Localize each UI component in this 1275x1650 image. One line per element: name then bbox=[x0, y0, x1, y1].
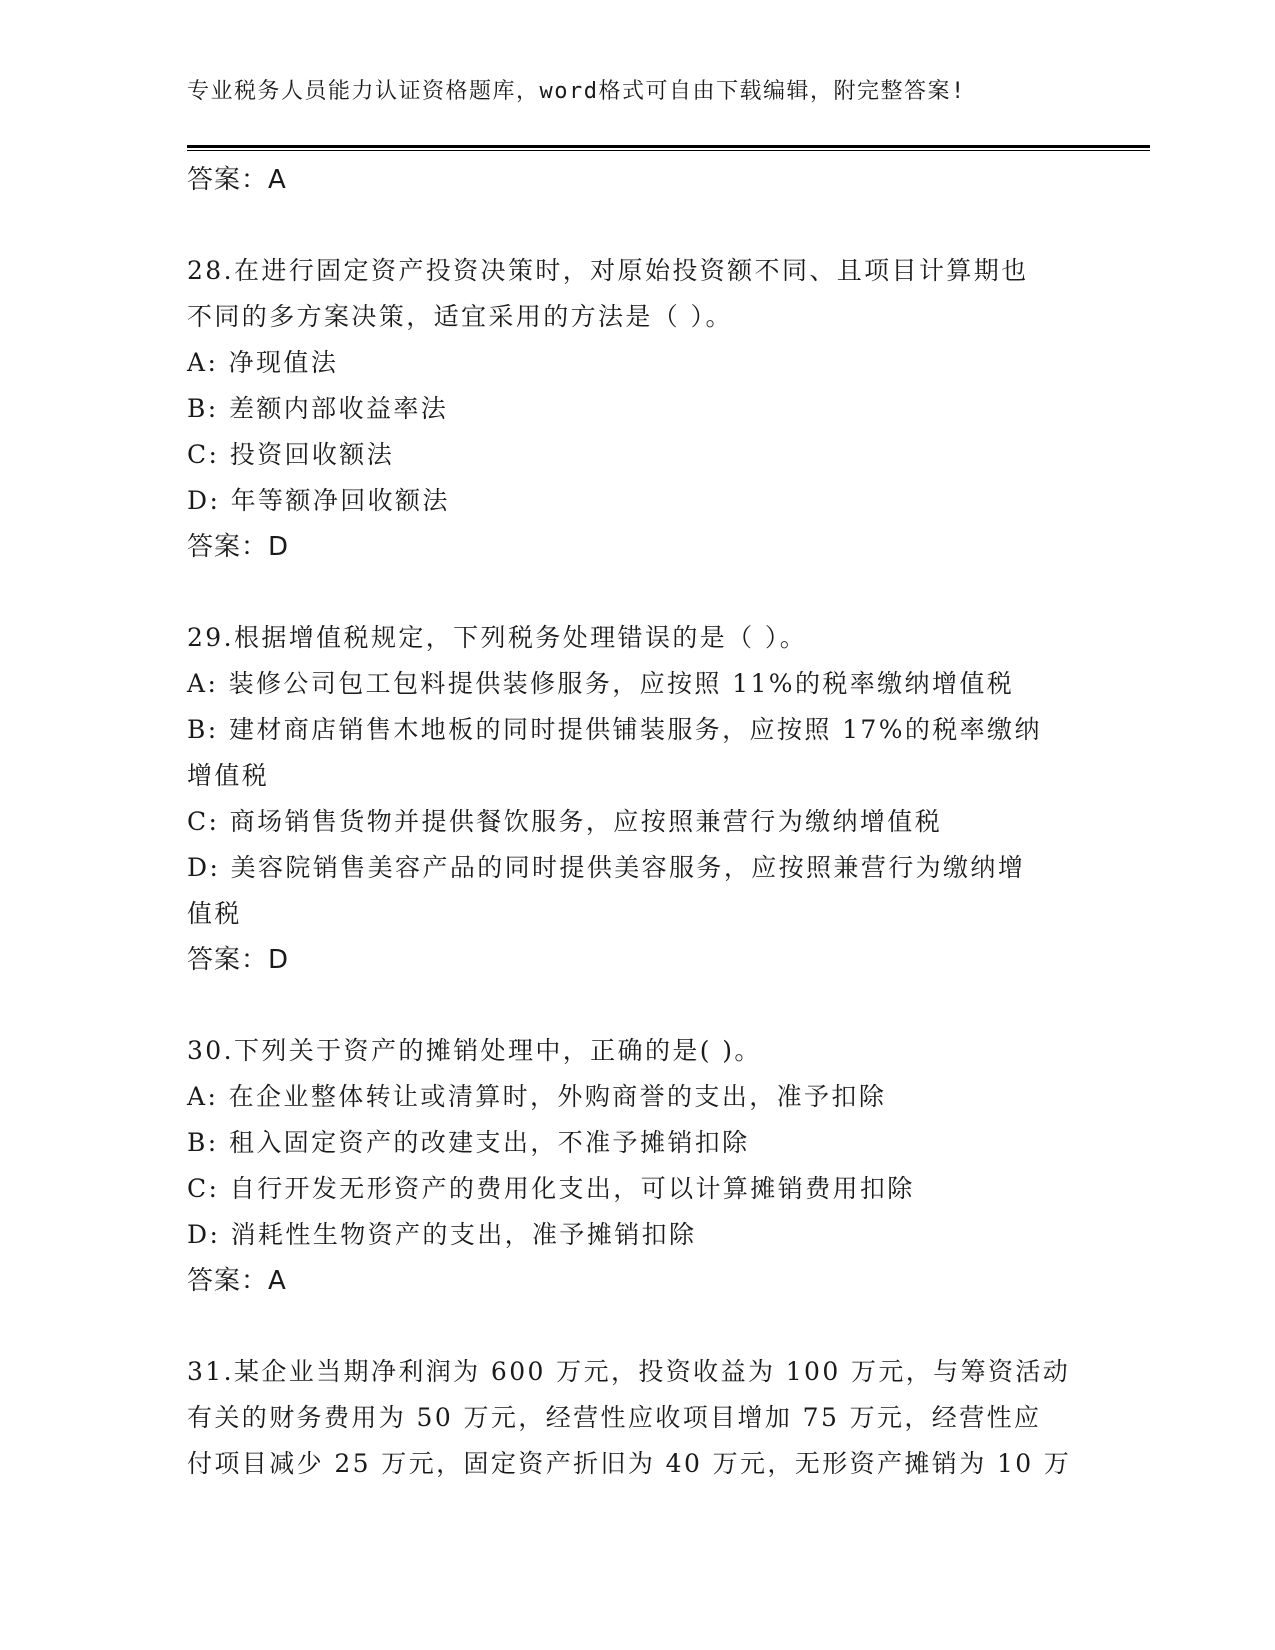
question-30 bbox=[187, 1028, 1087, 1304]
option-d: D: 消耗性生物资产的支出，准予摊销扣除 bbox=[187, 1220, 697, 1249]
header-rule-thin bbox=[187, 150, 1150, 151]
option-c: C: 商场销售货物并提供餐饮服务，应按照兼营行为缴纳增值税 bbox=[187, 807, 943, 836]
question-stem: 29.根据增值税规定，下列税务处理错误的是（ ）。 bbox=[187, 623, 808, 652]
option-c: C: 自行开发无形资产的费用化支出，可以计算摊销费用扣除 bbox=[187, 1174, 915, 1203]
option-a: A: 在企业整体转让或清算时，外购商誉的支出，准予扣除 bbox=[187, 1082, 887, 1111]
question-stem: 付项目减少 25 万元，固定资产折旧为 40 万元，无形资产摊销为 10 万 bbox=[187, 1449, 1072, 1478]
question-content bbox=[187, 157, 1087, 1487]
header-rule-thick bbox=[187, 145, 1150, 148]
question-stem: 有关的财务费用为 50 万元，经营性应收项目增加 75 万元，经营性应 bbox=[187, 1403, 1042, 1432]
spacer bbox=[187, 570, 1087, 615]
question-28 bbox=[187, 248, 1087, 570]
option-c: C: 投资回收额法 bbox=[187, 440, 395, 469]
option-b: B: 租入固定资产的改建支出，不准予摊销扣除 bbox=[187, 1128, 750, 1157]
answer-q29: 答案：D bbox=[187, 945, 290, 975]
option-b: B: 建材商店销售木地板的同时提供铺装服务，应按照 17%的税率缴纳 bbox=[187, 715, 1042, 744]
option-d-cont: 值税 bbox=[187, 899, 242, 928]
option-b-cont: 增值税 bbox=[187, 761, 270, 790]
question-31 bbox=[187, 1349, 1087, 1487]
option-a: A: 净现值法 bbox=[187, 348, 339, 377]
page-header: 专业税务人员能力认证资格题库，word格式可自由下载编辑，附完整答案! bbox=[187, 79, 966, 104]
option-d: D: 美容院销售美容产品的同时提供美容服务，应按照兼营行为缴纳增 bbox=[187, 853, 1026, 882]
question-stem: 30.下列关于资产的摊销处理中，正确的是( )。 bbox=[187, 1036, 762, 1065]
spacer bbox=[187, 203, 1087, 248]
option-a: A: 装修公司包工包料提供装修服务，应按照 11%的税率缴纳增值税 bbox=[187, 669, 1015, 698]
answer-q27: 答案：A bbox=[187, 165, 287, 195]
question-stem: 28.在进行固定资产投资决策时，对原始投资额不同、且项目计算期也 bbox=[187, 256, 1029, 285]
question-stem: 31.某企业当期净利润为 600 万元，投资收益为 100 万元，与筹资活动 bbox=[187, 1357, 1071, 1386]
option-b: B: 差额内部收益率法 bbox=[187, 394, 449, 423]
question-stem: 不同的多方案决策，适宜采用的方法是（ ）。 bbox=[187, 302, 733, 331]
spacer bbox=[187, 1304, 1087, 1349]
answer-q28: 答案：D bbox=[187, 532, 290, 562]
answer-q30: 答案：A bbox=[187, 1266, 287, 1296]
spacer bbox=[187, 983, 1087, 1028]
option-d: D: 年等额净回收额法 bbox=[187, 486, 450, 515]
question-29 bbox=[187, 615, 1087, 983]
